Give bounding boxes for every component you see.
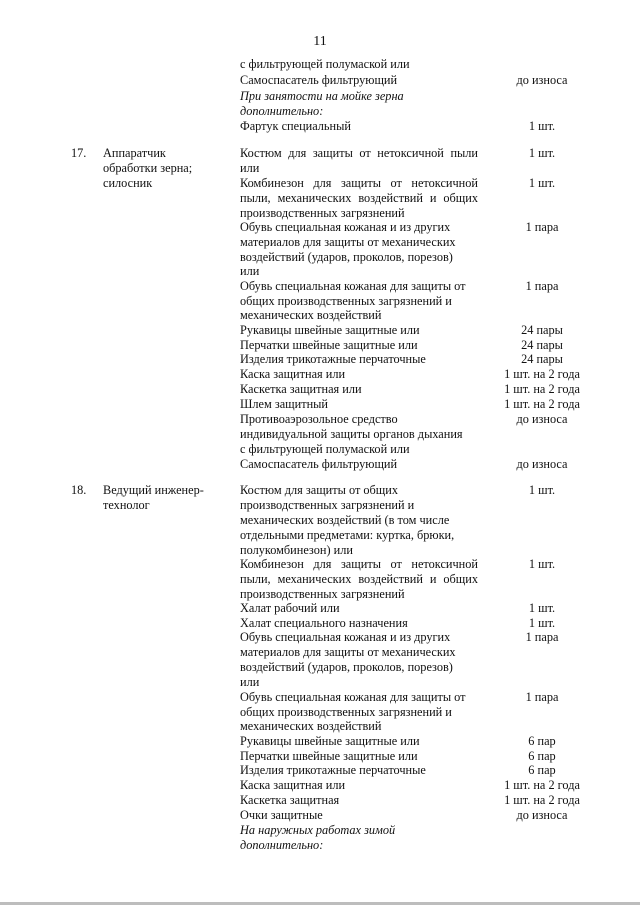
table-row [0,382,640,397]
ppe-item: Костюм для защиты от нетоксичной пыли [240,146,478,160]
ppe-item: Комбинезон для защиты от нетоксичной [240,557,478,571]
table-row [0,104,640,119]
issue-norm: до износа [516,808,568,822]
issue-norm: до износа [516,412,568,426]
table-row [0,838,640,853]
issue-norm: 1 шт. [528,601,556,615]
issue-norm: 1 шт. [528,176,556,190]
table-row [0,220,640,235]
issue-norm: 1 шт. [528,119,556,133]
ppe-item: механических воздействий [240,719,382,733]
issue-norm: 1 шт. [528,616,556,630]
table-row [0,645,640,660]
table-row [0,749,640,764]
table-row [0,352,640,367]
table-row [0,719,640,734]
profession-name: силосник [103,176,153,190]
table-row [0,73,640,88]
ppe-item: или [240,264,260,278]
ppe-item: с фильтрующей полумаской или [240,57,410,71]
issue-norm: 24 пары [521,323,563,337]
ppe-item: индивидуальной защиты органов дыхания [240,427,463,441]
ppe-item: Рукавицы швейные защитные или [240,734,420,748]
ppe-item: Изделия трикотажные перчаточные [240,763,426,777]
ppe-item: или [240,675,260,689]
table-row [0,264,640,279]
table-row [0,176,640,191]
ppe-item: дополнительно: [240,838,324,852]
ppe-item: дополнительно: [240,104,324,118]
table-row [0,808,640,823]
ppe-item: Обувь специальная кожаная и из других [240,630,451,644]
table-row [0,250,640,265]
table-row [0,294,640,309]
table-row [0,338,640,353]
ppe-item: Каскетка защитная [240,793,340,807]
table-row [0,601,640,616]
ppe-item: Перчатки швейные защитные или [240,749,418,763]
ppe-item: механических воздействий (в том числе [240,513,450,527]
ppe-item: Изделия трикотажные перчаточные [240,352,426,366]
ppe-item: Каска защитная или [240,778,346,792]
ppe-item: Фартук специальный [240,119,351,133]
ppe-item: Очки защитные [240,808,323,822]
table-row [0,308,640,323]
ppe-item: Халат рабочий или [240,601,340,615]
table-row [0,587,640,602]
ppe-item: или [240,161,260,175]
table-row [0,412,640,427]
ppe-item: При занятости на мойке зерна [240,89,404,103]
table-row [0,483,640,498]
ppe-item: воздействий (ударов, проколов, порезов) [240,250,453,264]
table-row [0,397,640,412]
table-row [0,427,640,442]
issue-norm: 1 шт. [528,557,556,571]
table-row [0,528,640,543]
ppe-item: механических воздействий [240,308,382,322]
ppe-item: Рукавицы швейные защитные или [240,323,420,337]
row-number: 18. [71,483,87,497]
ppe-item: Обувь специальная кожаная для защиты от [240,279,466,293]
profession-name: Аппаратчик [103,146,166,160]
row-number: 17. [71,146,87,160]
ppe-item: производственных загрязнений и [240,498,415,512]
issue-norm: 1 шт. [528,483,556,497]
issue-norm: 1 шт. [528,146,556,160]
table-row [0,513,640,528]
ppe-item: с фильтрующей полумаской или [240,442,410,456]
ppe-item: пыли, механических воздействий и общих [240,572,478,586]
ppe-item: Шлем защитный [240,397,329,411]
table-row [0,146,640,161]
table-row [0,572,640,587]
table-row [0,557,640,572]
table-row [0,498,640,513]
ppe-item: Халат специального назначения [240,616,408,630]
table-row [0,442,640,457]
issue-norm: 6 пар [528,749,556,763]
table-row [0,191,640,206]
issue-norm: 1 шт. на 2 года [504,397,580,411]
table-row [0,543,640,558]
issue-norm: 1 шт. на 2 года [504,367,580,381]
ppe-item: Каскетка защитная или [240,382,362,396]
table-row [0,793,640,808]
table-row [0,778,640,793]
ppe-item: Обувь специальная кожаная и из других [240,220,451,234]
table-row [0,367,640,382]
table-row [0,690,640,705]
table-row [0,235,640,250]
issue-norm: 1 шт. на 2 года [504,778,580,792]
issue-norm: 1 пара [525,220,559,234]
table-row [0,57,640,72]
ppe-item: материалов для защиты от механических [240,645,456,659]
issue-norm: до износа [516,73,568,87]
ppe-item: воздействий (ударов, проколов, порезов) [240,660,453,674]
table-row [0,705,640,720]
issue-norm: 24 пары [521,352,563,366]
table-row [0,119,640,134]
issue-norm: 1 шт. на 2 года [504,382,580,396]
table-row [0,630,640,645]
table-row [0,734,640,749]
table-row [0,457,640,472]
ppe-item: На наружных работах зимой [240,823,396,837]
profession-name: Ведущий инженер- [103,483,204,497]
page-number: 11 [313,34,327,49]
issue-norm: 1 пара [525,279,559,293]
table-row [0,675,640,690]
ppe-item: пыли, механических воздействий и общих [240,191,478,205]
ppe-item: Самоспасатель фильтрующий [240,457,398,471]
ppe-item: производственных загрязнений [240,206,405,220]
ppe-item: общих производственных загрязнений и [240,705,452,719]
issue-norm: 6 пар [528,734,556,748]
table-row [0,323,640,338]
table-row [0,89,640,104]
issue-norm: 1 пара [525,630,559,644]
profession-name: технолог [103,498,150,512]
ppe-item: материалов для защиты от механических [240,235,456,249]
issue-norm: 1 пара [525,690,559,704]
ppe-item: Каска защитная или [240,367,346,381]
table-row [0,660,640,675]
table-row [0,616,640,631]
ppe-item: Самоспасатель фильтрующий [240,73,398,87]
ppe-item: общих производственных загрязнений и [240,294,452,308]
table-row [0,763,640,778]
ppe-item: Перчатки швейные защитные или [240,338,418,352]
ppe-item: полукомбинезон) или [240,543,353,557]
issue-norm: 1 шт. на 2 года [504,793,580,807]
table-row [0,161,640,176]
ppe-item: производственных загрязнений [240,587,405,601]
ppe-item: отдельными предметами: куртка, брюки, [240,528,455,542]
ppe-item: Противоаэрозольное средство [240,412,398,426]
ppe-item: Костюм для защиты от общих [240,483,398,497]
issue-norm: 24 пары [521,338,563,352]
table-row [0,206,640,221]
issue-norm: до износа [516,457,568,471]
ppe-item: Комбинезон для защиты от нетоксичной [240,176,478,190]
ppe-item: Обувь специальная кожаная для защиты от [240,690,466,704]
table-row [0,279,640,294]
issue-norm: 6 пар [528,763,556,777]
profession-name: обработки зерна; [103,161,193,175]
table-row [0,823,640,838]
